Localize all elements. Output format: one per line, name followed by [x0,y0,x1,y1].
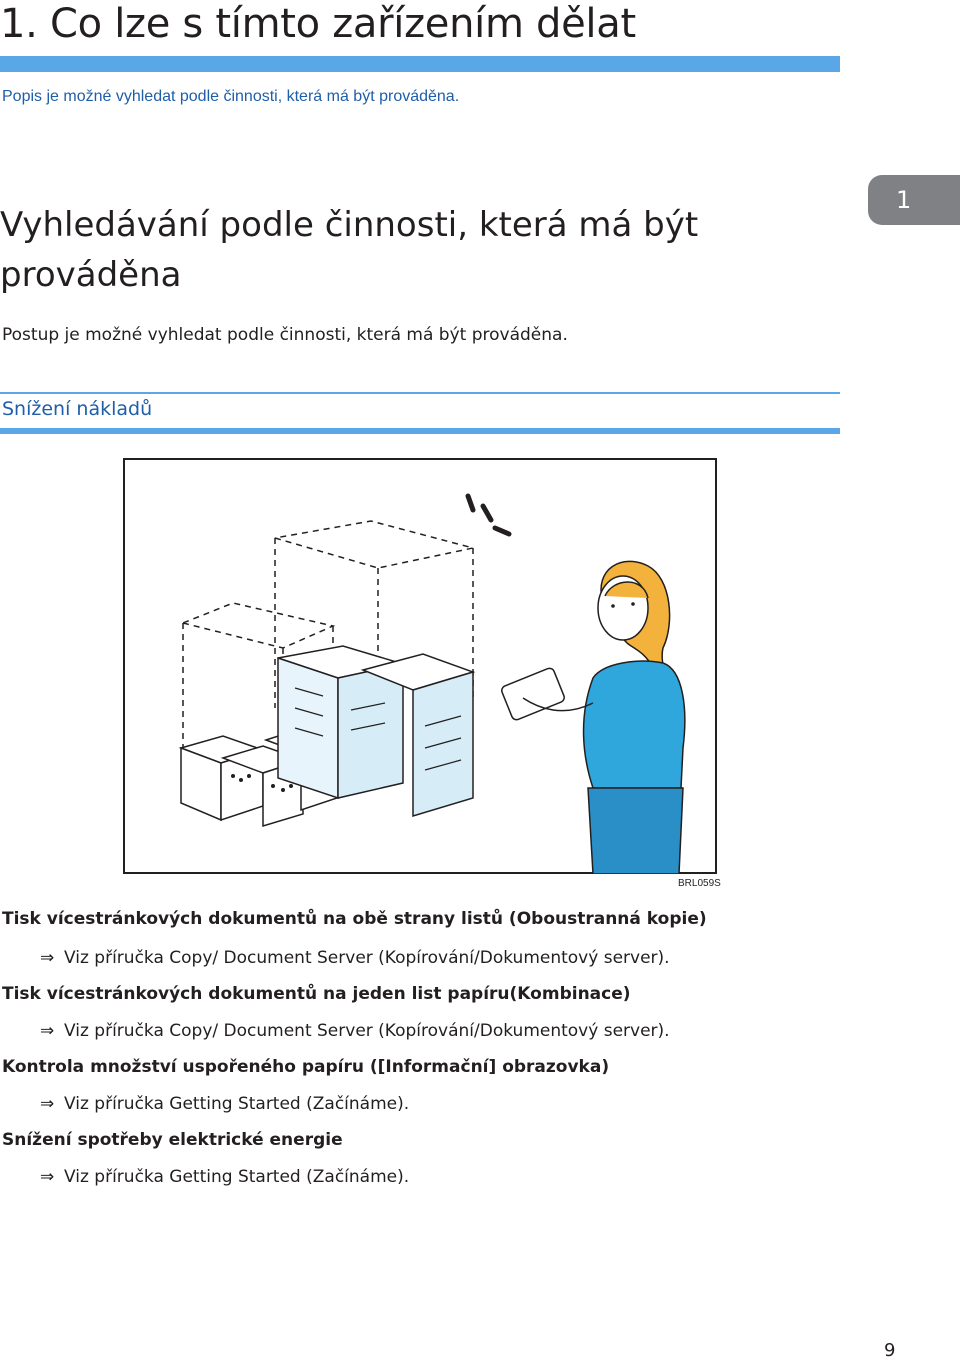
chapter-title: 1. Co lze s tímto zařízením dělat [0,1,636,47]
subsection-rule-top [0,392,840,394]
item-heading: Kontrola množství uspořeného papíru ([Informační] obrazovka) [2,1057,610,1077]
arrow-icon: ⇒ [40,1094,55,1114]
arrow-icon: ⇒ [40,1167,55,1187]
subsection-title: Snížení nákladů [2,398,153,420]
item-heading: Tisk vícestránkových dokumentů na jeden list papíru(Kombinace) [2,984,631,1004]
chapter-title-rule [0,56,840,72]
reference-text: Viz příručka Copy/ Document Server (Kopírování/Dokumentový server). [64,948,670,968]
chapter-intro: Popis je možné vyhledat podle činnosti, která má být prováděna. [2,88,460,105]
reference-text: Viz příručka Getting Started (Začínáme). [64,1167,410,1187]
item-heading: Tisk vícestránkových dokumentů na obě strany listů (Oboustranná kopie) [2,909,707,929]
chapter-tab: 1 [868,175,960,225]
reference-text: Viz příručka Getting Started (Začínáme). [64,1094,410,1114]
arrow-icon: ⇒ [40,948,55,968]
figure-code: BRL059S [678,878,721,889]
item-reference[interactable] [40,1094,409,1114]
item-reference[interactable] [40,1167,409,1187]
reference-text: Viz příručka Copy/ Document Server (Kopírování/Dokumentový server). [64,1021,670,1041]
section-title: Vyhledávání podle činnosti, která má být prováděna [0,205,699,295]
item-reference[interactable] [40,948,670,968]
page-number: 9 [884,1340,896,1361]
arrow-icon: ⇒ [40,1021,55,1041]
cost-reduction-illustration [123,458,717,874]
item-reference[interactable] [40,1021,670,1041]
section-description: Postup je možné vyhledat podle činnosti, která má být prováděna. [2,325,568,345]
item-heading: Snížení spotřeby elektrické energie [2,1130,343,1150]
subsection-rule-bottom [0,428,840,434]
